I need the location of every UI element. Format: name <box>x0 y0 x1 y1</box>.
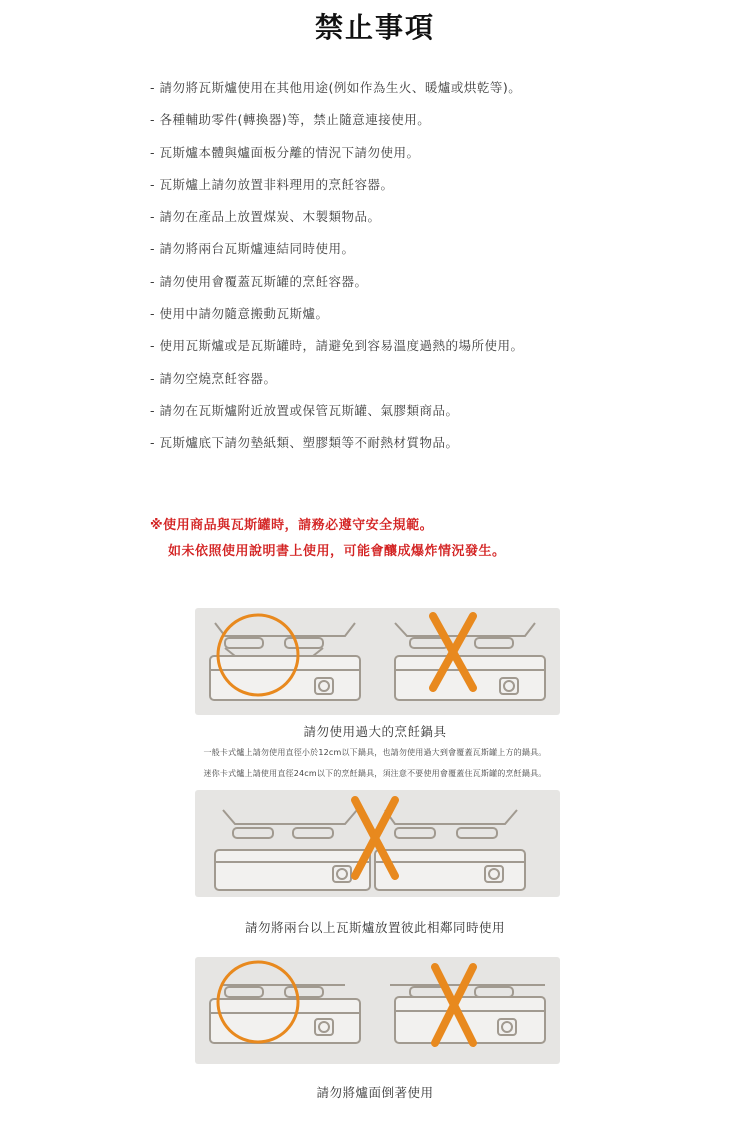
stove-ok-icon <box>210 623 360 700</box>
rule-item: - 使用中請勿隨意搬動瓦斯爐。 <box>150 306 329 322</box>
rule-item: - 瓦斯爐本體與爐面板分離的情況下請勿使用。 <box>150 144 420 160</box>
note-line-1: 一般卡式爐上請勿使用直徑小於12cm以下鍋具，也請勿使用過大到會覆蓋瓦斯罐上方的鍋具。 <box>203 748 547 757</box>
rule-item: - 瓦斯爐上請勿放置非料理用的烹飪容器。 <box>150 176 394 192</box>
caption-oversized-cookware: 請勿使用過大的烹飪鍋具 <box>303 724 447 739</box>
rule-item: - 瓦斯爐底下請勿墊紙類、塑膠類等不耐熱材質物品。 <box>150 435 459 451</box>
warning-line-1: ※使用商品與瓦斯罐時，請務必遵守安全規範。 <box>150 518 434 533</box>
rule-item: - 使用瓦斯爐或是瓦斯罐時，請避免到容易溫度過熱的場所使用。 <box>150 338 524 354</box>
note-line-2: 迷你卡式爐上請使用直徑24cm以下的烹飪鍋具，須注意不要使用會覆蓋住瓦斯罐的烹飪鍋具。 <box>203 769 547 778</box>
illustration-adjacent-stoves <box>195 790 560 897</box>
rule-item: - 請勿使用會覆蓋瓦斯罐的烹飪容器。 <box>150 273 368 289</box>
rule-item: - 請勿將瓦斯爐使用在其他用途(例如作為生火、暖爐或烘乾等)。 <box>150 80 522 95</box>
prohibited-list <box>150 78 524 466</box>
illustration-oversized-cookware <box>195 608 560 715</box>
rule-item: - 請勿在瓦斯爐附近放置或保管瓦斯罐、氣膠類商品。 <box>150 402 459 418</box>
caption-adjacent-stoves: 請勿將兩台以上瓦斯爐放置彼此相鄰同時使用 <box>244 920 505 935</box>
stove-left-icon <box>215 810 370 890</box>
safety-warning <box>150 513 506 565</box>
rule-item: - 請勿將兩台瓦斯爐連結同時使用。 <box>150 241 355 257</box>
rule-item: - 各種輔助零件(轉換器)等，禁止隨意連接使用。 <box>150 112 431 128</box>
illustration-upside-down <box>195 957 560 1064</box>
rule-item: - 請勿空燒烹飪容器。 <box>150 370 277 386</box>
caption-upside-down: 請勿將爐面倒著使用 <box>316 1085 434 1100</box>
page-title: 禁止事項 <box>314 11 435 44</box>
rule-item: - 請勿在產品上放置煤炭、木製類物品。 <box>150 209 381 225</box>
warning-line-2: 如未依照使用說明書上使用，可能會釀成爆炸情況發生。 <box>168 544 506 559</box>
